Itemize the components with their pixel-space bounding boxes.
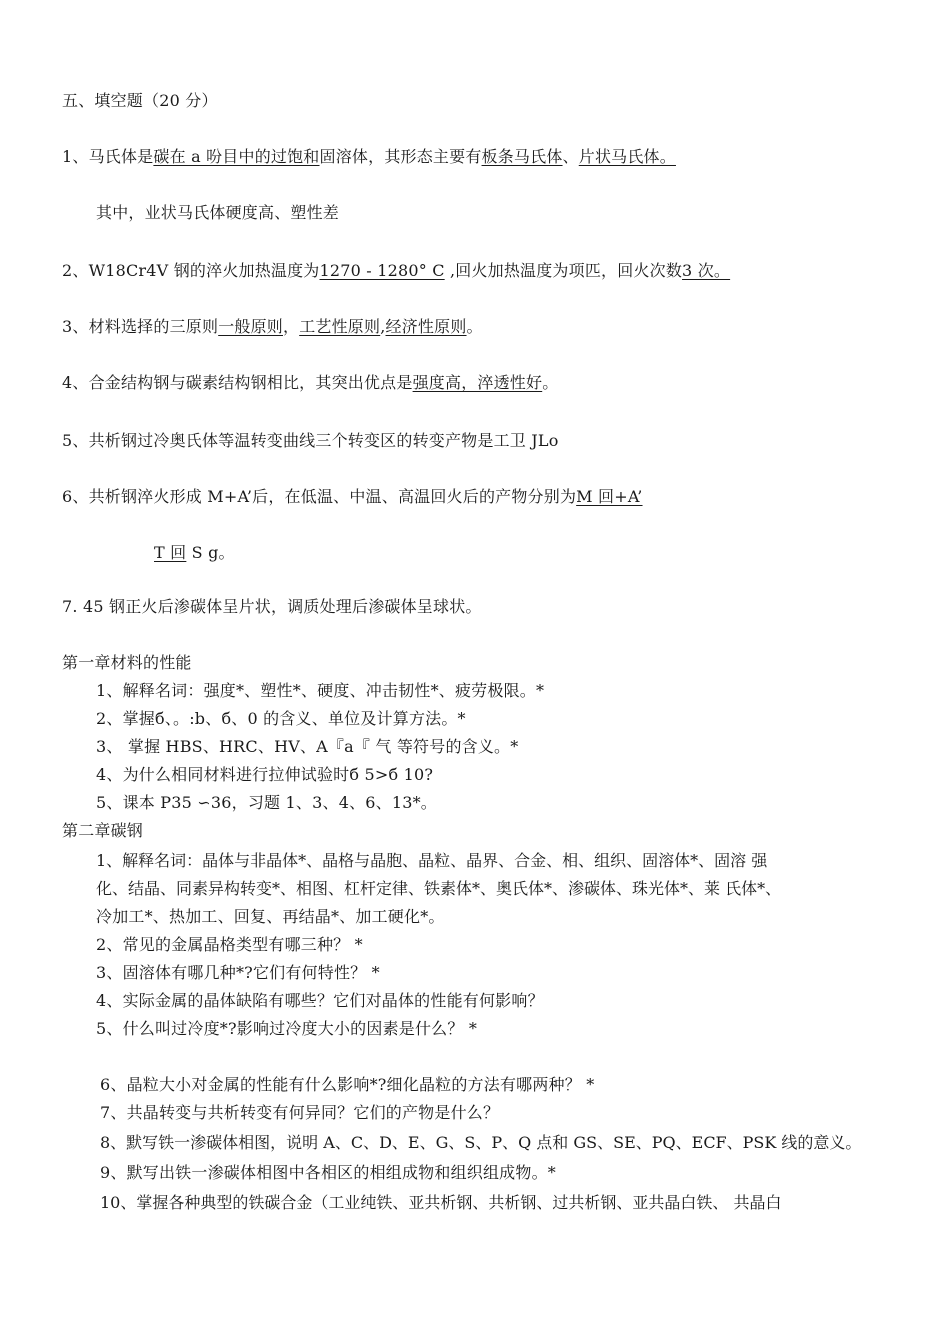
chapter-1-item: 3、 掌握 HBS、HRC、HV、A『a『 气 等符号的含义。* (96, 737, 519, 756)
section-title: 五、填空题（20 分） (62, 91, 218, 110)
q3-text: 3、材料选择的三原则 (62, 317, 219, 336)
q3-blank-3: 经济性原则 (385, 317, 467, 336)
q2-text: 2、W18Cr4V 钢的淬火加热温度为 (62, 261, 320, 280)
q4-end: 。 (542, 373, 559, 392)
q1-blank-2: 板条马氏体 (481, 147, 563, 166)
chapter-2-item: 3、固溶体有哪几种*?它们有何特性？ * (96, 963, 380, 982)
q1-blank-1: 碳在 a 吩目中的过饱和 (153, 147, 320, 166)
question-3 (62, 316, 483, 338)
chapter-1-item: 5、课本 P35 ∽36，习题 1、3、4、6、13*。 (96, 793, 438, 812)
question-1-line-2: 其中，业状马氏体硬度高、塑性差 (96, 203, 340, 222)
chapter-2-title: 第二章碳钢 (62, 821, 144, 840)
chapter-2-item: 1、解释名词：晶体与非晶体*、晶格与晶胞、晶粒、晶界、合金、相、组织、固溶体*、固溶 强 (96, 851, 768, 870)
chapter-2-item: 4、实际金属的晶体缺陷有哪些？它们对晶体的性能有何影响？ (96, 991, 544, 1010)
q2-blank-2: 3 次。 (682, 261, 731, 280)
chapter-1-item: 2、掌握б、。:b、б、0 的含义、单位及计算方法。* (96, 709, 466, 728)
question-4 (62, 372, 558, 394)
q1-sep: 、 (562, 147, 579, 166)
chapter-1-item: 4、为什么相同材料进行拉伸试验时б 5>б 10? (96, 765, 434, 784)
chapter-2-item-cont: 化、结晶、同素异构转变*、相图、杠杆定律、铁素体*、奥氏体*、渗碳体、珠光体*、莱 氏体*、 (96, 879, 782, 898)
chapter-2-item: 6、晶粒大小对金属的性能有什么影响*?细化晶粒的方法有哪两种？ * (100, 1075, 595, 1094)
q3-end: 。 (466, 317, 483, 336)
q2-text-2: ,回火加热温度为项匹，回火次数 (444, 261, 683, 280)
question-5: 5、共析钢过冷奥氏体等温转变曲线三个转变区的转变产物是工卫 JLo (62, 431, 559, 450)
q6-blank-1: M 回+A’ (576, 487, 643, 506)
q3-sep-1: ， (283, 317, 300, 336)
chapter-2-item-cont: 冷加工*、热加工、回复、再结晶*、加工硬化*。 (96, 907, 445, 926)
q1-blank-3: 片状马氏体。 (578, 147, 676, 166)
chapter-2-item: 5、什么叫过冷度*?影响过冷度大小的因素是什么？ * (96, 1019, 478, 1038)
question-1 (62, 146, 676, 168)
chapter-2-item: 7、共晶转变与共析转变有何异同？它们的产物是什么？ (100, 1103, 500, 1122)
q1-text: 1、马氏体是 (62, 147, 154, 166)
chapter-2-item: 8、默写铁一渗碳体相图，说明 A、C、D、E、G、S、P、Q 点和 GS、SE、PQ、ECF、PSK 线的意义。 (100, 1133, 862, 1152)
q3-blank-2: 工艺性原则 (299, 317, 381, 336)
question-6-line-2 (154, 542, 235, 564)
chapter-1-title: 第一章材料的性能 (62, 653, 192, 672)
question-6 (62, 486, 643, 508)
q6-blank-2: T 回 (154, 543, 187, 562)
chapter-2-item: 9、默写出铁一渗碳体相图中各相区的相组成物和组织组成物。* (100, 1163, 556, 1182)
q2-blank-1: 1270 - 1280° C (319, 261, 445, 280)
q1-text-2: 固溶体，其形态主要有 (319, 147, 482, 166)
q4-text: 4、合金结构钢与碳素结构钢相比，其突出优点是 (62, 373, 413, 392)
chapter-1-item: 1、解释名词：强度*、塑性*、硬度、冲击韧性*、疲劳极限。* (96, 681, 545, 700)
question-7: 7. 45 钢正火后渗碳体呈片状，调质处理后渗碳体呈球状。 (62, 597, 482, 616)
q3-sep-2: , (380, 317, 386, 336)
question-2 (62, 260, 730, 282)
q6-text-2: S g。 (186, 543, 235, 562)
chapter-2-item: 10、掌握各种典型的铁碳合金（工业纯铁、亚共析钢、共析钢、过共析钢、亚共晶白铁、 共晶白 (100, 1193, 782, 1212)
chapter-2-item: 2、常见的金属晶格类型有哪三种？ * (96, 935, 363, 954)
q6-text: 6、共析钢淬火形成 M+A’后，在低温、中温、高温回火后的产物分别为 (62, 487, 577, 506)
q4-blank-1: 强度高，淬透性好 (412, 373, 543, 392)
q3-blank-1: 一般原则 (218, 317, 283, 336)
